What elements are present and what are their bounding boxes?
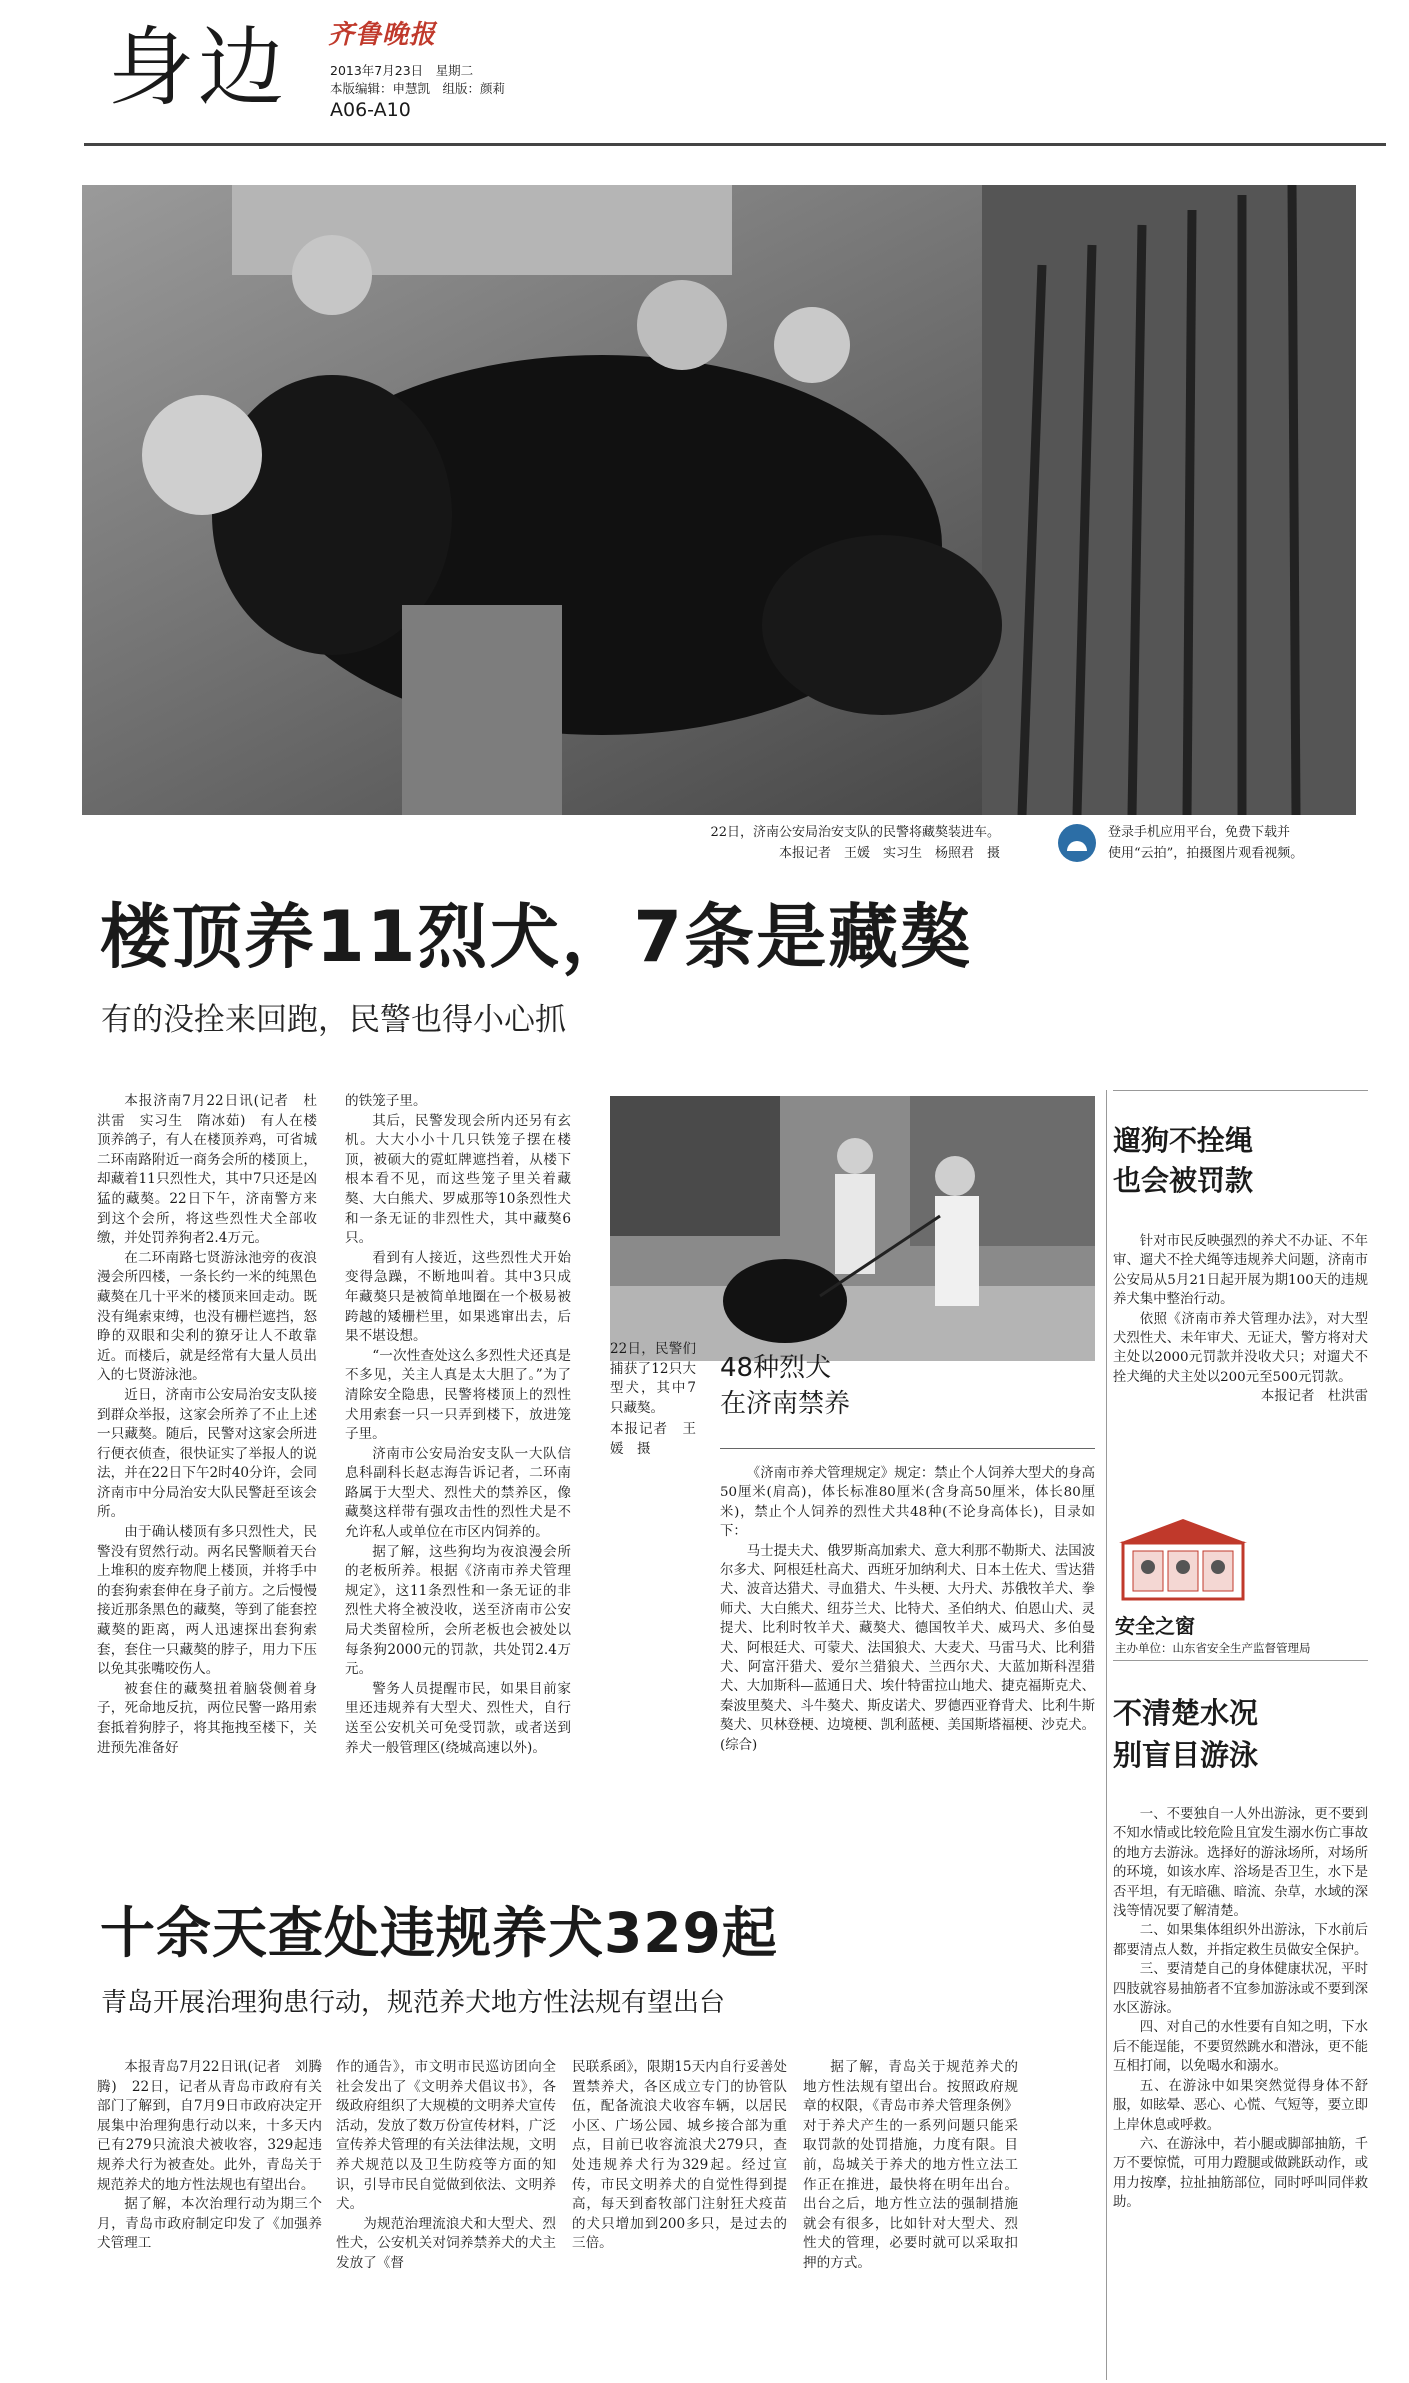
- article2-col2: [336, 2058, 556, 2274]
- leash-p1: 针对市民反映强烈的养犬不办证、不年审、遛犬不拴犬绳等违规养犬问题，济南市公安局从5月21日起开展为期100天的违规养犬集中整治行动。: [1113, 1234, 1368, 1308]
- top-photo: [82, 185, 1356, 815]
- issue-date: 2013年7月23日 星期二: [330, 63, 474, 78]
- dog-capture-photo: [610, 1096, 1095, 1361]
- article2-p3: 作的通告》，市文明市民巡访团向全社会发出了《文明养犬倡议书》，各级政府组织了大规模的文明养犬宣传活动，发放了数万份宣传材料，广泛宣传养犬管理的有关法律法规，文明养犬规范以及卫生防疫等方面的知识，引导市民自觉做到依法、文明养犬。: [336, 2059, 556, 2213]
- article1-p11: 据了解，这些狗均为夜浪漫会所的老板所养。根据《济南市养犬管理规定》，这11条烈性和一条无证的非烈性犬将全被没收，送至济南市公安局犬类留检所，会所老板也会被处以每条狗2000元的罚款，共处罚2.4万元。: [345, 1543, 571, 1678]
- editors-line: 本版编辑：申慧凯 组版：颜莉: [330, 81, 506, 96]
- article1-subhead: 有的没拴来回跑，民警也得小心抓: [101, 1002, 566, 1038]
- article2-col4: [803, 2058, 1018, 2274]
- article2-col3: [572, 2058, 787, 2254]
- masthead-rule: [84, 143, 1386, 146]
- article1-p4: 由于确认楼顶有多只烈性犬，民警没有贸然行动。两名民警顺着天台上堆积的废弃物爬上楼顶，并将手中的套狗索套伸在身子前方。之后慢慢接近那条黑色的藏獒，等到了能套控藏獒的距离，两人迅速探出套狗索套，套住一只藏獒的脖子，用力下压以免其张嘴咬伤人。: [97, 1524, 317, 1678]
- app-download-note: [1108, 822, 1368, 864]
- leash-title-1: 遛狗不拴绳: [1113, 1124, 1254, 1157]
- article1-p6: 的铁笼子里。: [345, 1093, 427, 1109]
- article1-p5: 被套住的藏獒扭着脑袋侧着身子，死命地反抗，两位民警一路用索套抵着狗脖子，将其拖拽至楼下，关进预先准备好: [97, 1680, 317, 1756]
- swim-item-2: 二、如果集体组织外出游泳，下水前后都要清点人数，并指定救生员做安全保护。: [1113, 1923, 1368, 1958]
- article2-col1: [97, 2058, 322, 2254]
- top-photo-caption-text: 22日，济南公安局治安支队的民警将藏獒装进车。: [710, 825, 1000, 840]
- swim-item-1: 一、不要独自一人外出游泳，更不要到不知水情或比较危险且宜发生溺水伤亡事故的地方去游泳。选择好的游泳场所，对场所的环境，如该水库、浴场是否卫生，水下是否平坦，有无暗礁、暗流、杂草，水域的深浅等情况要了解清楚。: [1113, 1807, 1368, 1920]
- app-note-line-2: 使用“云拍”，拍摄图片观看视频。: [1108, 846, 1304, 861]
- article1-p3: 近日，济南市公安局治安支队接到群众举报，这家会所养了不止上述一只藏獒。随后，民警对这家会所进行便衣侦查，很快证实了举报人的说法，并在22日下午2时40分许，会同济南市中分局治安大队民警赶至该会所。: [97, 1386, 317, 1521]
- dog-capture-image: [610, 1096, 1095, 1361]
- leash-body: [1113, 1232, 1368, 1407]
- swim-item-6: 六、在游泳中，若小腿或脚部抽筋，千万不要惊慌，可用力蹬腿或做跳跃动作，或用力按摩，拉扯抽筋部位，同时呼叫同伴救助。: [1113, 2136, 1368, 2211]
- swim-body: [1113, 1805, 1368, 2213]
- dog-photo-caption: [610, 1340, 696, 1459]
- top-photo-credit: 本报记者 王媛 实习生 杨照君 摄: [778, 846, 1000, 861]
- safety-window-logo: [1113, 1515, 1253, 1605]
- dog-photo-credit: 本报记者 王媛 摄: [610, 1421, 696, 1457]
- article2-p5: 民联系函》，限期15天内自行妥善处置禁养犬，各区成立专门的协管队伍，配备流浪犬收容车辆，以居民小区、广场公园、城乡接合部为重点，目前已收容流浪犬279只，查处违规养犬行为329起。经过宣传，市民文明养犬的自觉性得到提高，每天到畜牧部门注射狂犬疫苗的犬只增加到200多只，是过去的三倍。: [572, 2059, 787, 2252]
- section-title: 身边: [108, 18, 288, 118]
- article2-p6: 据了解，青岛关于规范养犬的地方性法规有望出台。按照政府规章的权限，《青岛市养犬管理条例》对于养犬产生的一系列问题只能采取罚款的处罚措施，力度有限。目前，岛城关于养犬的地方性立法工作正在推进，最快将在明年出台。出台之后，地方性立法的强制措施就会有很多，比如针对大型犬、烈性犬的管理，必要时就可以采取扣押的方式。: [803, 2059, 1018, 2271]
- safety-rule: [1113, 1660, 1368, 1661]
- article1-p10: 济南市公安局治安支队一大队信息科副科长赵志海告诉记者，二环南路属于大型犬、烈性犬的禁养区，像藏獒这样带有强攻击性的烈性犬是不允许私人或单位在市区内饲养的。: [345, 1445, 571, 1541]
- article1-headline: 楼顶养11烈犬，7条是藏獒: [100, 896, 973, 978]
- article2-p1: 本报青岛7月22日讯(记者 刘腾腾) 22日，记者从青岛市政府有关部门了解到，自7月9日市政府决定开展集中治理狗患行动以来，十多天内已有279只流浪犬被收容，329起违规养犬行为被查处。此外，青岛关于规范养犬的地方性法规也有望出台。: [97, 2059, 322, 2193]
- leash-title-2: 也会被罚款: [1113, 1164, 1254, 1197]
- top-photo-caption: [600, 822, 1000, 864]
- dog-photo-caption-text: 22日，民警们捕获了12只大型犬，其中7只藏獒。: [610, 1341, 696, 1416]
- article1-col1: [97, 1092, 317, 1758]
- breeds-sidebar: [720, 1350, 1095, 1449]
- breeds-list: 马士提夫犬、俄罗斯高加索犬、意大利那不勒斯犬、法国波尔多犬、阿根廷杜高犬、西班牙加纳利犬、日本土佐犬、雪达猎犬、波音达猎犬、寻血猎犬、牛头梗、大丹犬、苏俄牧羊犬、拳师犬、大白熊犬、纽芬兰犬、比特犬、圣伯纳犬、伯恩山犬、灵提犬、比利时牧羊犬、藏獒犬、德国牧羊犬、威玛犬、多伯曼犬、阿根廷犬、可蒙犬、法国狼犬、大麦犬、马雷马犬、比利猎犬、阿富汗猎犬、爱尔兰猎狼犬、兰西尔犬、大蓝加斯科涅猎犬、大加斯科—蓝通日犬、埃什特雷拉山地犬、捷克福斯克犬、秦波里獒犬、斗牛獒犬、斯皮诺犬、罗德西亚脊背犬、比利牛斯獒犬、贝林登梗、边境梗、凯利蓝梗、美国斯塔福梗、沙克犬。(综合): [720, 1543, 1095, 1753]
- article1-col2: [345, 1092, 571, 1758]
- page-range: A06-A10: [330, 99, 411, 121]
- swim-item-4: 四、对自己的水性要有自知之明，下水后不能逞能，不要贸然跳水和潜泳，更不能互相打闹，以免喝水和溺水。: [1113, 2020, 1368, 2075]
- breeds-title-2: 在济南禁养: [720, 1389, 851, 1419]
- photo-tibetan-mastiff-image: [82, 185, 1356, 815]
- article2-p2: 据了解，本次治理行动为期三个月，青岛市政府制定印发了《加强养犬管理工: [97, 2196, 322, 2252]
- breeds-body: [720, 1464, 1095, 1755]
- masthead: [0, 0, 1409, 150]
- safety-window-label: 安全之窗: [1115, 1614, 1195, 1638]
- breeds-title-1: 48种烈犬: [720, 1353, 832, 1383]
- article1-p1: 本报济南7月22日讯(记者 杜洪雷 实习生 隋冰茹) 有人在楼顶养鸽子，有人在楼顶养鸡，可省城二环南路附近一商务会所的楼顶上，却藏着11只烈性犬，其中7只还是凶猛的藏獒。22日下午，济南警方来到这个会所，将这些烈性犬全部收缴，并处罚养狗者2.4万元。: [97, 1093, 317, 1247]
- breeds-rule-text: 《济南市养犬管理规定》规定：禁止个人饲养大型犬的身高50厘米(肩高)，体长标准80厘米(含身高50厘米，体长80厘米)，禁止个人饲养的烈性犬共48种(不论身高体长)，目录如下：: [720, 1466, 1095, 1540]
- paper-logo: 齐鲁晚报: [328, 20, 437, 50]
- app-note-line-1: 登录手机应用平台，免费下载并: [1108, 825, 1291, 840]
- leash-p2: 依照《济南市养犬管理办法》，对大型犬烈性犬、未年审犬、无证犬，警方将对犬主处以2000元罚款并没收犬只；对遛犬不拴犬绳的犬主处以200元至500元罚款。: [1113, 1311, 1368, 1385]
- article1-p12: 警务人员提醒市民，如果目前家里还违规养有大型犬、烈性犬，自行送至公安机关可免受罚款，或者送到养犬一般管理区(绕城高速以外)。: [345, 1680, 571, 1756]
- right-top-box: [1113, 1090, 1368, 1201]
- article2-p4: 为规范治理流浪犬和大型犬、烈性犬，公安机关对饲养禁养犬的犬主发放了《督: [336, 2215, 556, 2271]
- article1-p8: 看到有人接近，这些烈性犬开始变得急躁，不断地叫着。其中3只成年藏獒只是被简单地圈在一个极易被跨越的矮栅栏里，如果逃窜出去，后果不堪设想。: [345, 1249, 571, 1345]
- column-divider: [1106, 1090, 1107, 2380]
- article2-subhead: 青岛开展治理狗患行动，规范养犬地方性法规有望出台: [101, 1988, 726, 2018]
- yunpai-app-icon[interactable]: [1058, 824, 1096, 862]
- article1-p7: 其后，民警发现会所内还另有玄机。大大小小十几只铁笼子摆在楼顶，被硕大的霓虹牌遮挡着，从楼下根本看不见，而这些笼子里关着藏獒、大白熊犬、罗威那等10条烈性犬和一条无证的非烈性犬，其中藏獒6只。: [345, 1112, 571, 1247]
- article2-headline: 十余天查处违规养犬329起: [100, 1901, 778, 1965]
- swim-title-2: 别盲目游泳: [1113, 1738, 1259, 1772]
- right-top-rule: [1113, 1090, 1368, 1091]
- swim-item-5: 五、在游泳中如果突然觉得身体不舒服，如眩晕、恶心、心慌、气短等，要立即上岸休息或呼救。: [1113, 2078, 1368, 2133]
- leash-credit: 本报记者 杜洪雷: [1260, 1389, 1368, 1405]
- safety-organizer: 主办单位：山东省安全生产监督管理局: [1115, 1641, 1311, 1655]
- article1-p9: “一次性查处这么多烈性犬还真是不多见，关主人真是太大胆了。”为了清除安全隐患，民警将楼顶上的烈性犬用索套一只一只弄到楼下，放进笼子里。: [345, 1347, 571, 1443]
- house-window-icon: [1113, 1515, 1253, 1605]
- breeds-rule: [720, 1448, 1095, 1449]
- swim-item-3: 三、要清楚自己的身体健康状况，平时四肢就容易抽筋者不宜参加游泳或不要到深水区游泳。: [1113, 1962, 1368, 2017]
- article1-p2: 在二环南路七贤游泳池旁的夜浪漫会所四楼，一条长约一米的纯黑色藏獒在几十平米的楼顶来回走动。既没有绳索束缚，也没有栅栏遮挡，怒睁的双眼和尖利的獠牙让人不敢靠近。而楼后，就是经常有大量人员出入的七贤游泳池。: [97, 1249, 317, 1384]
- swim-title-1: 不清楚水况: [1113, 1696, 1259, 1730]
